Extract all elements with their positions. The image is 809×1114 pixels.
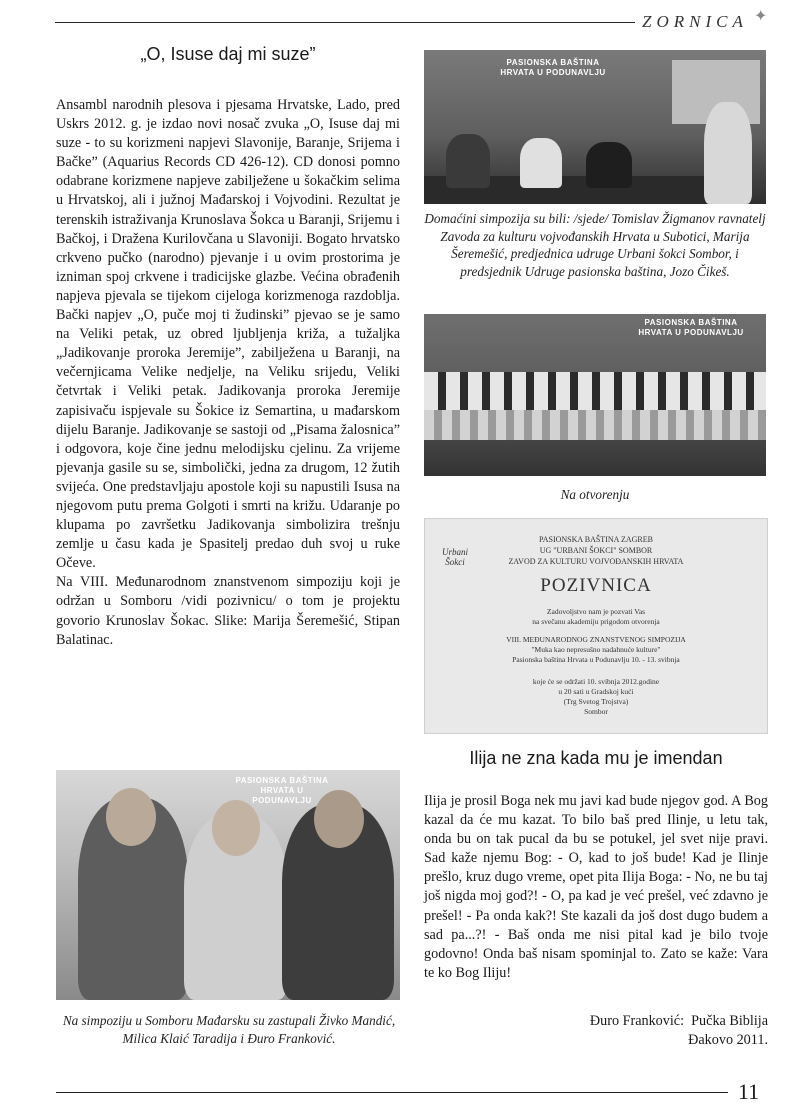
photo-banner [636, 318, 746, 338]
person-head [212, 800, 260, 856]
person-head [314, 790, 364, 848]
invitation-line: na svečanu akademiju prigodom otvorenja [532, 617, 660, 626]
banner-line-1: PASIONSKA BAŠTINA [506, 58, 600, 67]
place-year: Đakovo 2011. [688, 1032, 768, 1048]
invitation-logo: Urbani Šokci [441, 547, 468, 567]
author-name: Đuro Franković: [589, 1013, 685, 1029]
article-paragraph: Ansambl narodnih plesova i pjesama Hrvatske, Lado, pred Uskrs 2012. g. je izdao novi nosač zvuka „O, Isuse daj mi suze - to su korizmeni napjevi Slavonije, Baranje, Srijema i Bačke” (Aquarius Records CD 426-12). CD donosi pomno odabrane korizmene napjeve zabilježene u šokačkim selima u Hrvatskoj, ali i južnoj Mađarskoj i Vojvodini. Rezultat je terenskih istraživanja Krunoslava Šokca u Baranji, Srijemu i Bačkoj, i Dražena Kurilovčana u Slavoniji. Bogato hrvatsko crkveno pučko (narodno) pjevanje i u ovim prostorima je izniman spoj crkvene i tradicijske glazbe. Većina obrađenih napjeva pjevala se tijekom cijeloga korizmenoga razdoblja. Bački napjev „O, puče moj ti žudinski” pjevao se je samo na Veliki petak, uz obred ljubljenja križa, a tužaljka „Jadikovanje proroka Jeremije”, zabilježena u Baranji, na večernjicama Velike nedjelje, na Veliku srijedu, Veliki četvrtak i Veliki petak. Jadikovanja proroka Jeremije zapisivaču ispjevale su Šokice iz Semartina, u mađarskom dijelu Baranje. Jadikovanje se sastoji od „Pisama žalosnica” i odgovora, koje čine jednu melodijsku cjelinu. Za vrijeme pjevanja gasile su se, simbolički, jedna za drugom, 12 žutih svijeća. One predstavljaju apostole koji su napustili Isusa na njegovom putu prema Golgoti i smrti na križu. Udaranje po klupama po završetku Jadikovanja simbolizira trešnju zemlje u času kada je Spasitelj predao duh svoj u ruke Očeve. [56, 97, 400, 572]
photo-banner [232, 776, 332, 806]
person-figure [520, 138, 562, 188]
signature [424, 1012, 768, 1050]
invitation-line: u 20 sati u Gradskoj kući [558, 687, 634, 696]
banner-line-2: HRVATA U PODUNAVLJU [500, 68, 606, 77]
invitation-line: "Muka kao nepresušno nadahnuće kulture" [531, 645, 661, 654]
article2-paragraph: Ilija je prosil Boga nek mu javi kad bude njegov god. A Bog kazal da će mu kazat. To bilo baš pred Ilinje, u letu tak, onda bu on tak pucal da bu se potukel, jel svet nije pravi. Sad kaže njemu Bog: - O, kad to još bude! Kad je Ilinje prešlo, kruz dugo vreme, opet pita Ilija Boga: - No, ne bu taj još nigda moj god?! - O, pa kad je već prešel, već zdavno je prešel! - Pa onda kak?! Ste kazali da još dost dugo budem a sad pa...?! - Baš onda me nisi pital kad je bilo tvoje godovno! Onda baš nisam spominjal to. Zato se kaže: Vara te ko Bog Iliju! [424, 793, 768, 981]
top-rule [55, 22, 635, 23]
article2-body [424, 792, 768, 983]
invitation-line: Pasionska baština Hrvata u Podunavlju 10. - 13. svibnja [512, 655, 680, 664]
signature-line-1 [424, 1012, 768, 1031]
bottom-rule [56, 1092, 728, 1093]
banner-line-2: HRVATA U PODUNAVLJU [638, 328, 744, 337]
banner-line-1: PASIONSKA BAŠTINA [235, 776, 329, 785]
source-title: Pučka Biblija [691, 1013, 768, 1029]
article2-title: Ilija ne zna kada mu je imendan [469, 748, 723, 768]
invitation-line: VIII. MEĐUNARODNOG ZNANSTVENOG SIMPOZIJA [506, 635, 686, 644]
invitation-org-1: PASIONSKA BAŠTINA ZAGREB [539, 535, 653, 544]
masthead [642, 8, 772, 36]
photo-caption: Na simpoziju u Somboru Mađarsku su zastupali Živko Mandić, Milica Klaić Taradija i Đuro Franković. [62, 1013, 396, 1046]
star-icon: ✦ [754, 8, 768, 25]
banner-line-1: PASIONSKA BAŠTINA [644, 318, 738, 327]
invitation-line: koje će se održati 10. svibnja 2012.godine [532, 677, 660, 686]
photo-banner [498, 58, 608, 78]
article-paragraph-2: Na VIII. Međunarodnom znanstvenom simpoziju koji je održan u Somboru /vidi pozivnicu/ o tom je projektu govorio Krunoslav Šokac. Slike: Marija Šeremešić, Stipan Balatinac. [56, 574, 400, 648]
photo-hosts [424, 50, 766, 204]
article-title: „O, Isuse daj mi suze” [140, 44, 316, 64]
photo-caption: Na otvorenju [560, 487, 630, 502]
person-figure [446, 134, 490, 188]
photo-opening [424, 314, 766, 476]
person-head [106, 788, 156, 846]
article-body [56, 96, 400, 650]
choir-skirts [424, 410, 766, 440]
banner-line-2: HRVATA U PODUNAVLJU [252, 786, 312, 805]
invitation-heading: POZIVNICA [540, 575, 652, 596]
invitation-line: (Trg Svetog Trojstva) [563, 697, 629, 706]
photo-caption: Domaćini simpozija su bili: /sjede/ Tomislav Žigmanov ravnatelj Zavoda za kulturu vojvođanskih Hrvata u Subotici, Marija Šeremešić, predjednica udruge Urbani šokci Sombor, i predsjednik Udruge pasionska baština, Jozo Čikeš. [424, 211, 766, 279]
invitation-org-2: UG "URBANI ŠOKCI" SOMBOR [539, 546, 653, 555]
invitation-line: Zadovoljstvo nam je pozvati Vas [546, 607, 646, 616]
invitation-card [424, 518, 768, 734]
page-number: 11 [738, 1079, 760, 1104]
person-figure [586, 142, 632, 188]
person-figure [704, 102, 752, 204]
masthead-title: ZORNICA [642, 12, 748, 31]
photo-delegation [56, 770, 400, 1000]
invitation-line: Sombor [584, 707, 608, 716]
invitation-org-3: ZAVOD ZA KULTURU VOJVOĐANSKIH HRVATA [508, 557, 684, 566]
